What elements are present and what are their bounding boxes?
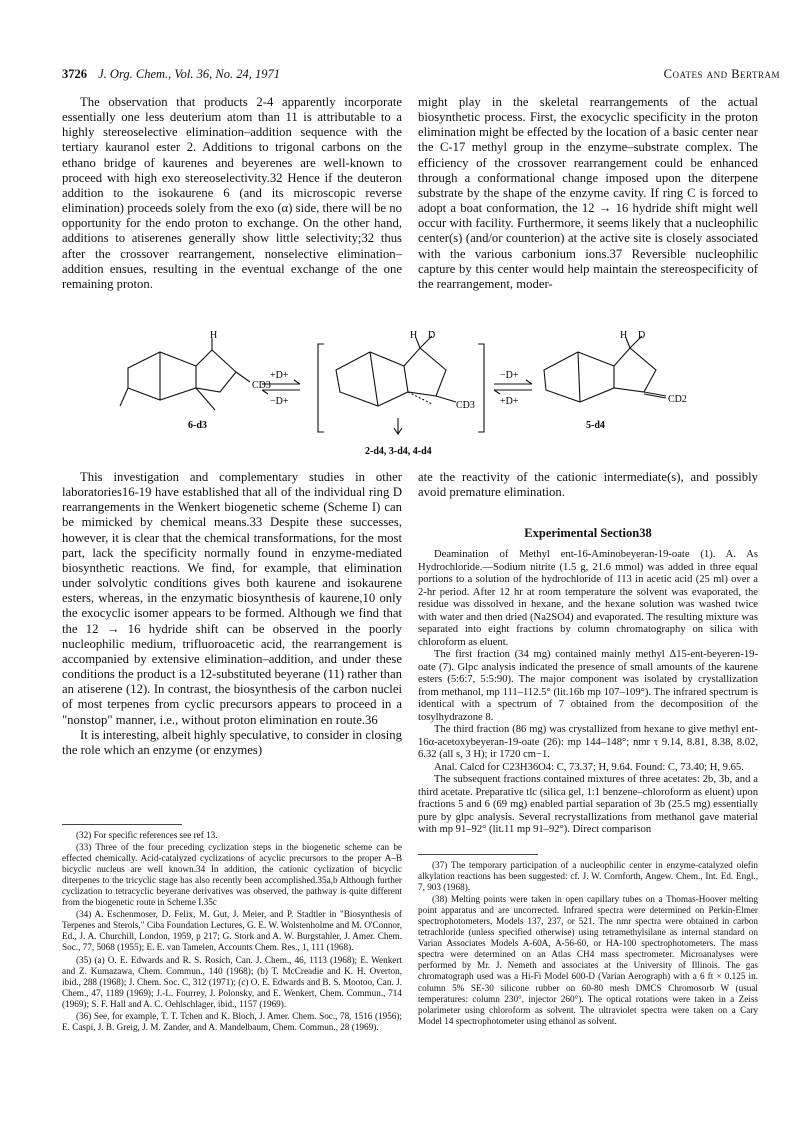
footnote: (33) Three of the four preceding cyclization steps in the biogenetic scheme can be effected chemically. Acid-catalyzed cyclizations of acyclic precursors to the proper A–B bicyclic nucleus are well known.34 In addition, the cationic cyclization of bicyclic diterpenes to the tricyclic stage has also recently been accomplished.35a,b Although further cyclization to tetracyclic beyerane derivatives was observed, the pathway is quite different from the biogenetic route in Scheme I.35c bbox=[62, 842, 402, 908]
molecule-5-d4 bbox=[544, 336, 666, 402]
cd3-label-1: CD3 bbox=[252, 380, 271, 391]
cd2-label: CD2 bbox=[668, 394, 687, 405]
footnote: (36) See, for example, T. T. Tchen and K. Bloch, J. Amer. Chem. Soc., 78, 1516 (1956); E. Caspi, J. B. Greig, J. M. Zander, and A. Mandelbaum, Chem. Commun., 28 (1969). bbox=[62, 1010, 402, 1032]
h-label-2: H bbox=[410, 330, 418, 341]
footnote: (37) The temporary participation of a nucleophilic center in enzyme-catalyzed olefin alkylation reactions has been suggested: cf. J. W. Cornforth, Angew. Chem., Int. Ed. Engl., 7, 903 (1968). bbox=[418, 860, 758, 893]
arrow1-bottom-label: −D+ bbox=[270, 396, 289, 407]
reaction-scheme bbox=[0, 330, 808, 460]
journal-citation: J. Org. Chem., Vol. 36, No. 24, 1971 bbox=[98, 67, 280, 81]
h-label-3: H bbox=[620, 330, 628, 341]
h-label-1: H bbox=[210, 330, 218, 341]
arrow2-top-label: −D+ bbox=[500, 370, 519, 381]
footnote-rule-left bbox=[62, 824, 182, 825]
arrow1-top-label: +D+ bbox=[270, 370, 289, 381]
footnotes-left bbox=[62, 830, 402, 1034]
compound-label-5-d4: 5-d4 bbox=[586, 420, 605, 431]
cd3-label-2: CD3 bbox=[456, 400, 475, 411]
compound-label-bottom: 2-d4, 3-d4, 4-d4 bbox=[365, 446, 432, 457]
column-top-right bbox=[418, 95, 758, 292]
experimental-heading: Experimental Section38 bbox=[524, 526, 652, 541]
header-authors: Coates and Bertram bbox=[663, 67, 780, 81]
footnote-rule-right bbox=[418, 854, 538, 855]
experimental-paragraph: The subsequent fractions contained mixtures of three acetates: 2b, 3b, and a third acetate. Preparative tlc (silica gel, 1:1 benzene–chloroform as eluent) upon fractions 5 and 6 (69 mg) enabled partial separation of 3b (25.5 mg) essentially pure by glpc analysis. Several recrystallizations from methanol gave material with mp 91–92° (lit.11 mp 91–92°). Direct comparison bbox=[418, 774, 758, 836]
paragraph: It is interesting, albeit highly speculative, to consider in closing the role which an enzyme (or enzymes) bbox=[62, 727, 402, 757]
compound-label-6-d3: 6-d3 bbox=[188, 420, 207, 431]
footnote: (32) For specific references see ref 13. bbox=[76, 830, 218, 840]
down-arrow bbox=[394, 418, 402, 434]
bracket-left bbox=[318, 344, 324, 432]
page-number: 3726 bbox=[62, 67, 87, 81]
scheme-drawing bbox=[0, 330, 808, 460]
column-top-left bbox=[62, 95, 402, 292]
bracket-right bbox=[478, 344, 484, 432]
paragraph: The observation that products 2-4 apparently incorporate essentially one less deuterium atom than 11 is attributable to a highly stereoselective elimination–addition sequence with the tertiary kauranol ester 2. Additions to trigonal carbons on the ethano bridge of kaurenes and beyerenes are well-known to proceed with high exo stereoselectivity.32 Hence if the deuteron addition to the isokaurene 6 (and its microscopic reverse elimination) proceeds solely from the exo (α) side, there will be no opportunity for the endo proton to exchange. On the other hand, additions to atiserenes generally show little selectivity;32 thus after the crossover rearrangement, nonselective elimination–addition ensues, resulting in the eventual exchange of the one remaining proton. bbox=[62, 95, 402, 291]
d-label-2: D bbox=[428, 330, 436, 341]
paragraph: might play in the skeletal rearrangements of the actual biosynthetic process. First, the exocyclic specificity in the proton elimination might be effected by the location of a basic center near the C-17 methyl group in the enzyme–substrate complex. The efficiency of the crossover rearrangement could be enhanced through a conformational change imposed upon the diterpene substrate by the shape of the enzyme cavity. If ring C is forced to adopt a boat conformation, the 12 → 16 hydride shift might well occur with facility. Furthermore, it seems likely that a nucleophilic center(s) (and/or counterion) at the active site is closely associated with the various carbonium ions.37 Reversible nucleophilic capture by this center would help maintain the stereospecificity of the rearrangement, moder- bbox=[418, 95, 758, 291]
experimental-paragraph: Anal. Calcd for C23H36O4: C, 73.37; H, 9.64. Found: C, 73.40; H, 9.65. bbox=[434, 761, 744, 773]
arrow2-bottom-label: +D+ bbox=[500, 396, 519, 407]
experimental-paragraph: Deamination of Methyl ent-16-Aminobeyeran-19-oate (1). A. As Hydrochloride.—Sodium nitrite (1.5 g, 21.6 mmol) was added in three equal portions to a solution of the hydrochloride of 113 in acetic acid (25 ml) over a 2-hr period. After 12 hr at room temperature the solvent was evaporated, the residue was dissolved in hexane, and the hexane solution was washed twice with water and then dried (Na2SO4) and evaporated. The resulting mixture was separated into eight fractions by column chromatography on silica with chloroform as eluent. bbox=[418, 549, 758, 648]
header-left bbox=[62, 67, 280, 82]
footnotes-right bbox=[418, 860, 758, 1028]
experimental-paragraph: The first fraction (34 mg) contained mainly methyl Δ15-ent-beyeren-19-oate (7). Glpc analysis indicated the presence of small amounts of the kaurene esters (5:6:7, 5:5:90). The major component was isolated by crystallization from methanol, mp 111–112.5° (lit.16b mp 107–109°). The infrared spectrum is identical with a spectrum of 7 obtained from the decomposition of the tosylhydrazone 8. bbox=[418, 649, 758, 723]
column-bottom-right bbox=[418, 470, 758, 837]
molecule-6-d3 bbox=[120, 338, 250, 410]
footnote: (34) A. Eschenmoser, D. Felix, M. Gut, J. Meier, and P. Stadtler in "Biosynthesis of Terpenes and Sterols," Ciba Foundation Lectures, G. E. W. Wolstenholme and M. O'Connor, Ed., J. A. Churchill, London, 1959, p 217; G. Stork and A. W. Burgstahler, J. Amer. Chem. Soc., 77, 5068 (1955); E. E. van Tamelen, Accounts Chem. Res., 1, 111 (1968). bbox=[62, 909, 402, 953]
running-header bbox=[62, 67, 780, 85]
paragraph: ate the reactivity of the cationic intermediate(s), and possibly avoid premature elimination. bbox=[418, 470, 758, 500]
d-label-3: D bbox=[638, 330, 646, 341]
column-bottom-left bbox=[62, 470, 402, 758]
footnote: (38) Melting points were taken in open capillary tubes on a Thomas-Hoover melting point apparatus and are uncorrected. Infrared spectra were determined on Perkin-Elmer spectrophotometers, Models 137, 237, or 521. The nmr spectra were obtained in carbon tetrachloride (unless specified otherwise) using tetramethylsilane as internal standard on Varian Associates Models A-60A, A-56-60, or HA-100 spectrophotometers. The mass spectra were determined on an Atlas CH4 mass spectrometer. Microanalyses were performed by Mr. J. Nemeth and associates at the University of Illinois. The gas chromatograph used was a Hi-Fi Model 600-D (Varian Aerograph) with a 6 ft × 0.125 in. column 5% SE-30 silicone rubber on 60-80 mesh DMCS Chromosorb W (usual temperatures: column 230°, injector 260°). The optical rotations were taken in a Zeiss polarimeter using chloroform as solvent. The ultraviolet spectra were taken on a Cary Model 14 spectrophotometer using ethanol as solvent. bbox=[418, 894, 758, 1026]
equilibrium-arrow-backward-2 bbox=[494, 390, 532, 394]
molecule-cation bbox=[336, 336, 456, 406]
footnote: (35) (a) O. E. Edwards and R. S. Rosich, Can. J. Chem., 46, 1113 (1968); E. Wenkert and Z. Kumazawa, Chem. Commun., 140 (1968); (b) T. McCreadie and K. H. Overton, ibid., 288 (1968); J. Chem. Soc. C, 312 (1971); (c) O. E. Edwards and B. S. Mootoo, Can. J. Chem., 47, 1189 (1969); J.-L. Fourrey, J. Polonsky, and E. Wenkert, Chem. Commun., 714 (1969); S. F. Hall and A. C. Oehlschlager, ibid., 1157 (1969). bbox=[62, 954, 402, 1009]
paragraph: This investigation and complementary studies in other laboratories16-19 have established that all of the individual ring D rearrangements in the Wenkert biogenetic scheme (Scheme I) can be mimicked by chemical means.33 Despite these successes, however, it is clear that the chemical transformations, for the most part, lack the specificity normally found in enzyme-mediated biosynthetic reactions. We find, for example, that elimination under solvolytic conditions gives both kaurene and isokaurene esters, whereas, in the enzymatic biosynthesis of kaurene,10 only the exocyclic isomer appears to be formed. Although we find that the 12 → 16 hydride shift can be observed in the poorly nucleophilic medium, trifluoroacetic acid, the rearrangement is accompanied by extensive elimination–addition, and under these conditions the product is a 12-substituted beyerane (11) rather than an atiserene (12). In contrast, the biosynthesis of the carbon nuclei of most terpenes from cyclic precursors appears to proceed in a "nonstop" manner, i.e., without proton elimination en route.36 bbox=[62, 470, 402, 727]
experimental-paragraph: The third fraction (86 mg) was crystallized from hexane to give methyl ent-16α-acetoxybeyeran-19-oate (26): mp 144–148°; nmr τ 9.14, 8.81, 8.38, 8.02, 6.32 (all s, 3 H); ir 1720 cm−1. bbox=[418, 724, 758, 761]
